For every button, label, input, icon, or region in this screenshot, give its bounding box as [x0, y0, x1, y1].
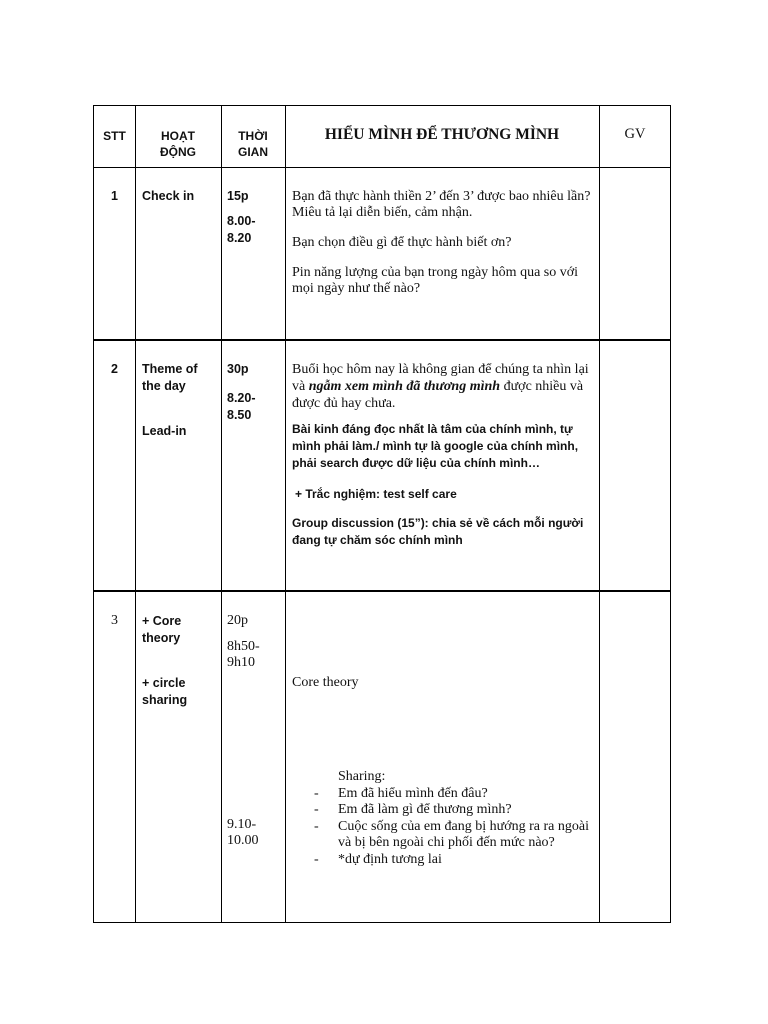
activity-name	[142, 613, 220, 709]
header-stt: STT	[103, 129, 126, 143]
intro-emphasis: ngẫm xem mình đã thương mình	[308, 379, 501, 394]
header-time	[221, 128, 285, 160]
row-divider	[94, 339, 670, 341]
time-range: 8.20	[227, 231, 252, 245]
header-time-line: THỜI	[238, 129, 268, 143]
duration: 20p	[227, 613, 248, 628]
column-divider	[599, 106, 600, 922]
column-divider	[221, 106, 222, 922]
row-number: 2	[111, 362, 118, 376]
time-range: 8h50-	[227, 639, 260, 654]
activity-name: Check in	[142, 189, 195, 203]
content-paragraph: Bạn đã thực hành thiền 2’ đến 3’ được bao nhiêu lần? Miêu tả lại diễn biến, cảm nhận.	[292, 189, 591, 220]
activity-name	[142, 361, 220, 440]
time-range: 8.50	[227, 408, 252, 422]
time-cell	[227, 361, 283, 424]
quiz-line: + Trắc nghiệm: test self care	[295, 487, 457, 501]
activity-line: sharing	[142, 693, 188, 707]
time-range: 9h10	[227, 655, 255, 670]
activity-line: + Core	[142, 614, 182, 628]
intro-text: được nhiều và được đủ hay chưa.	[292, 379, 584, 411]
time-cell	[227, 613, 283, 671]
header-time-line: GIAN	[238, 145, 268, 159]
activity-line: + circle	[142, 676, 186, 690]
list-item: - *dự định tương lai	[314, 852, 594, 869]
list-item: - Cuộc sống của em đang bị hướng ra ra ngoài và bị bên ngoài chi phối đến mức nào?	[314, 819, 594, 852]
bold-note: Bài kinh đáng đọc nhất là tâm của chính mình, tự mình phải làm./ mình tự là google của chính mình, phải search được dữ liệu của chính mình…	[292, 422, 579, 470]
page-title: HIỂU MÌNH ĐỂ THƯƠNG MÌNH	[324, 126, 560, 143]
header-activity-line: ĐỘNG	[160, 145, 196, 159]
core-theory-label: Core theory	[292, 675, 359, 690]
activity-line: theory	[142, 631, 181, 645]
time-range: 9.10-	[227, 817, 257, 832]
column-divider	[285, 106, 286, 922]
content-paragraph: Bạn chọn điều gì để thực hành biết ơn?	[292, 235, 512, 250]
header-gv: GV	[624, 126, 646, 142]
activity-line: Theme of	[142, 362, 198, 376]
activity-line: the day	[142, 379, 186, 393]
row-number: 1	[111, 189, 118, 203]
duration: 30p	[227, 362, 249, 376]
content-paragraph: Pin năng lượng của bạn trong ngày hôm qua so với mọi ngày như thế nào?	[292, 265, 579, 296]
header-activity	[135, 128, 221, 160]
duration: 15p	[227, 189, 249, 203]
time-range: 10.00	[227, 833, 259, 848]
list-item: - Em đã làm gì để thương mình?	[314, 802, 594, 819]
content-cell	[292, 189, 592, 297]
row-divider	[94, 167, 670, 168]
group-discussion: Group discussion (15”): chia sẻ về cách mỗi người đang tự chăm sóc chính mình	[292, 516, 584, 547]
header-activity-line: HOẠT	[161, 129, 195, 143]
sharing-title: Sharing:	[338, 769, 386, 784]
lesson-plan-table	[93, 105, 671, 923]
activity-line: Lead-in	[142, 424, 187, 438]
time-range: 8.00-	[227, 214, 256, 228]
time-range: 8.20-	[227, 391, 256, 405]
intro-paragraph	[292, 361, 592, 412]
sharing-list	[314, 786, 594, 869]
row-number: 3	[111, 613, 118, 628]
time-cell-second	[227, 817, 283, 849]
intro-text: Buổi học hôm nay là không gian để chúng ta nhìn lại và	[292, 362, 589, 394]
content-cell	[292, 361, 592, 549]
column-divider	[135, 106, 136, 922]
time-cell	[227, 188, 283, 247]
list-item: - Em đã hiểu mình đến đâu?	[314, 786, 594, 803]
sharing-block	[314, 769, 594, 868]
row-divider	[94, 590, 670, 592]
